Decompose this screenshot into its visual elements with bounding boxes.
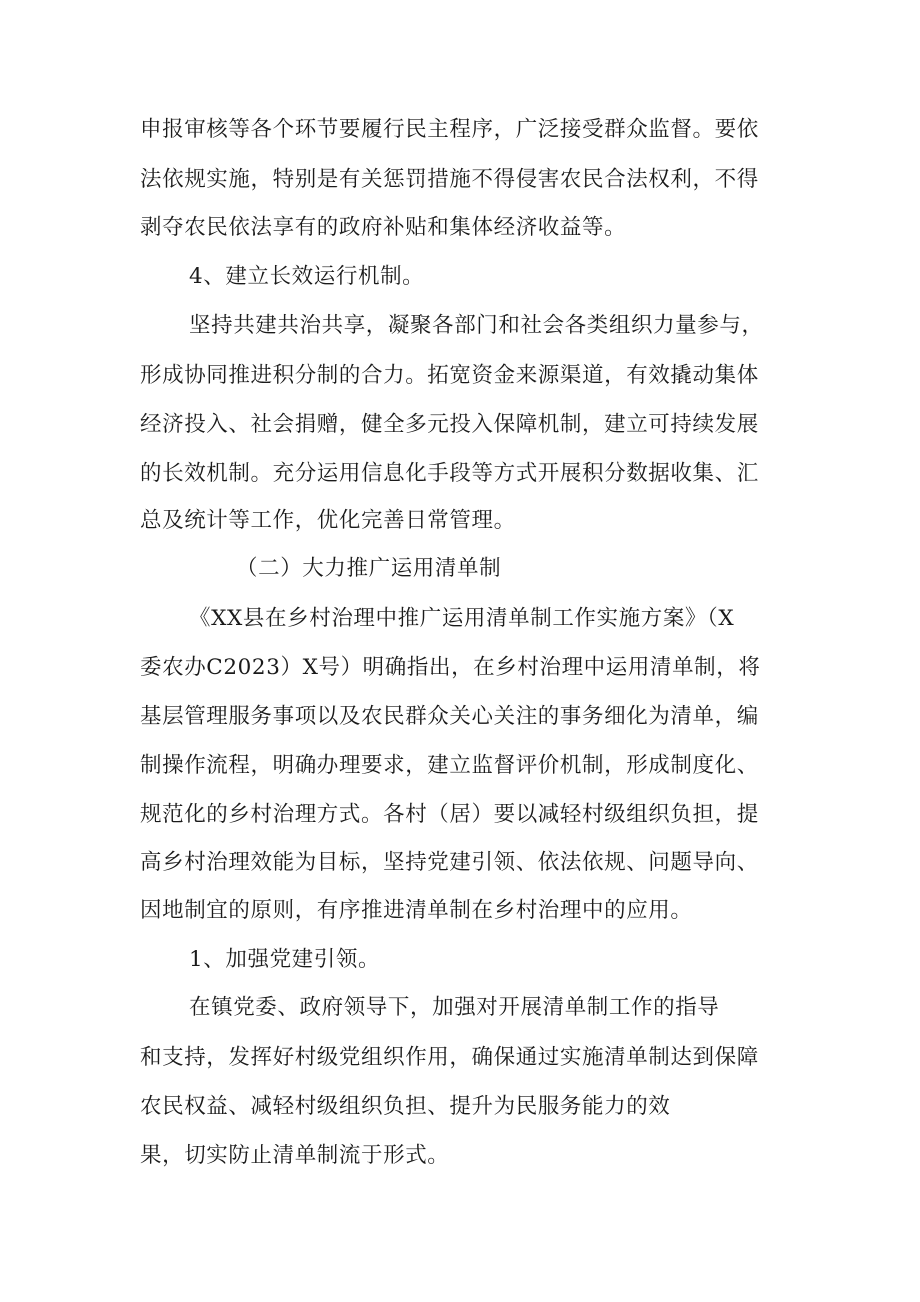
paragraph-line: 果，切实防止清单制流于形式。 <box>140 1143 450 1168</box>
paragraph-line: 和支持，发挥好村级党组织作用，确保通过实施清单制达到保障 <box>140 1045 759 1070</box>
paragraph-line: 申报审核等各个环节要履行民主程序，广泛接受群众监督。要依 <box>140 117 759 142</box>
paragraph-line: 委农办C2023）X号）明确指出，在乡村治理中运用清单制，将 <box>140 655 761 680</box>
paragraph-line: 剥夺农民依法享有的政府补贴和集体经济收益等。 <box>140 215 627 240</box>
paragraph-line: 高乡村治理效能为目标，坚持党建引领、依法依规、问题导向、 <box>140 850 759 875</box>
section-heading: 4、建立长效运行机制。 <box>189 264 425 289</box>
paragraph-line: 因地制宜的原则，有序推进清单制在乡村治理中的应用。 <box>140 898 693 923</box>
section-heading: 1、加强党建引领。 <box>189 947 381 972</box>
section-heading: （二）大力推广运用清单制 <box>236 556 502 581</box>
paragraph-line: 基层管理服务事项以及农民群众关心关注的事务细化为清单，编 <box>140 704 759 729</box>
paragraph-line: 法依规实施，特别是有关惩罚措施不得侵害农民合法权利，不得 <box>140 167 759 192</box>
paragraph-line: 坚持共建共治共享，凝聚各部门和社会各类组织力量参与， <box>189 313 764 338</box>
paragraph-line: 农民权益、减轻村级组织负担、提升为民服务能力的效 <box>140 1094 671 1119</box>
paragraph-line: 的长效机制。充分运用信息化手段等方式开展积分数据收集、汇 <box>140 461 759 486</box>
paragraph-line: 制操作流程，明确办理要求，建立监督评价机制，形成制度化、 <box>140 753 759 778</box>
paragraph-line: 总及统计等工作，优化完善日常管理。 <box>140 508 516 533</box>
paragraph-line: 规范化的乡村治理方式。各村（居）要以减轻村级组织负担，提 <box>140 802 759 827</box>
paragraph-line: 《XX县在乡村治理中推广运用清单制工作实施方案》（X <box>189 606 735 631</box>
paragraph-line: 在镇党委、政府领导下，加强对开展清单制工作的指导 <box>189 995 720 1020</box>
paragraph-line: 形成协同推进积分制的合力。拓宽资金来源渠道，有效撬动集体 <box>140 363 759 388</box>
paragraph-line: 经济投入、社会捐赠，健全多元投入保障机制，建立可持续发展 <box>140 412 759 437</box>
